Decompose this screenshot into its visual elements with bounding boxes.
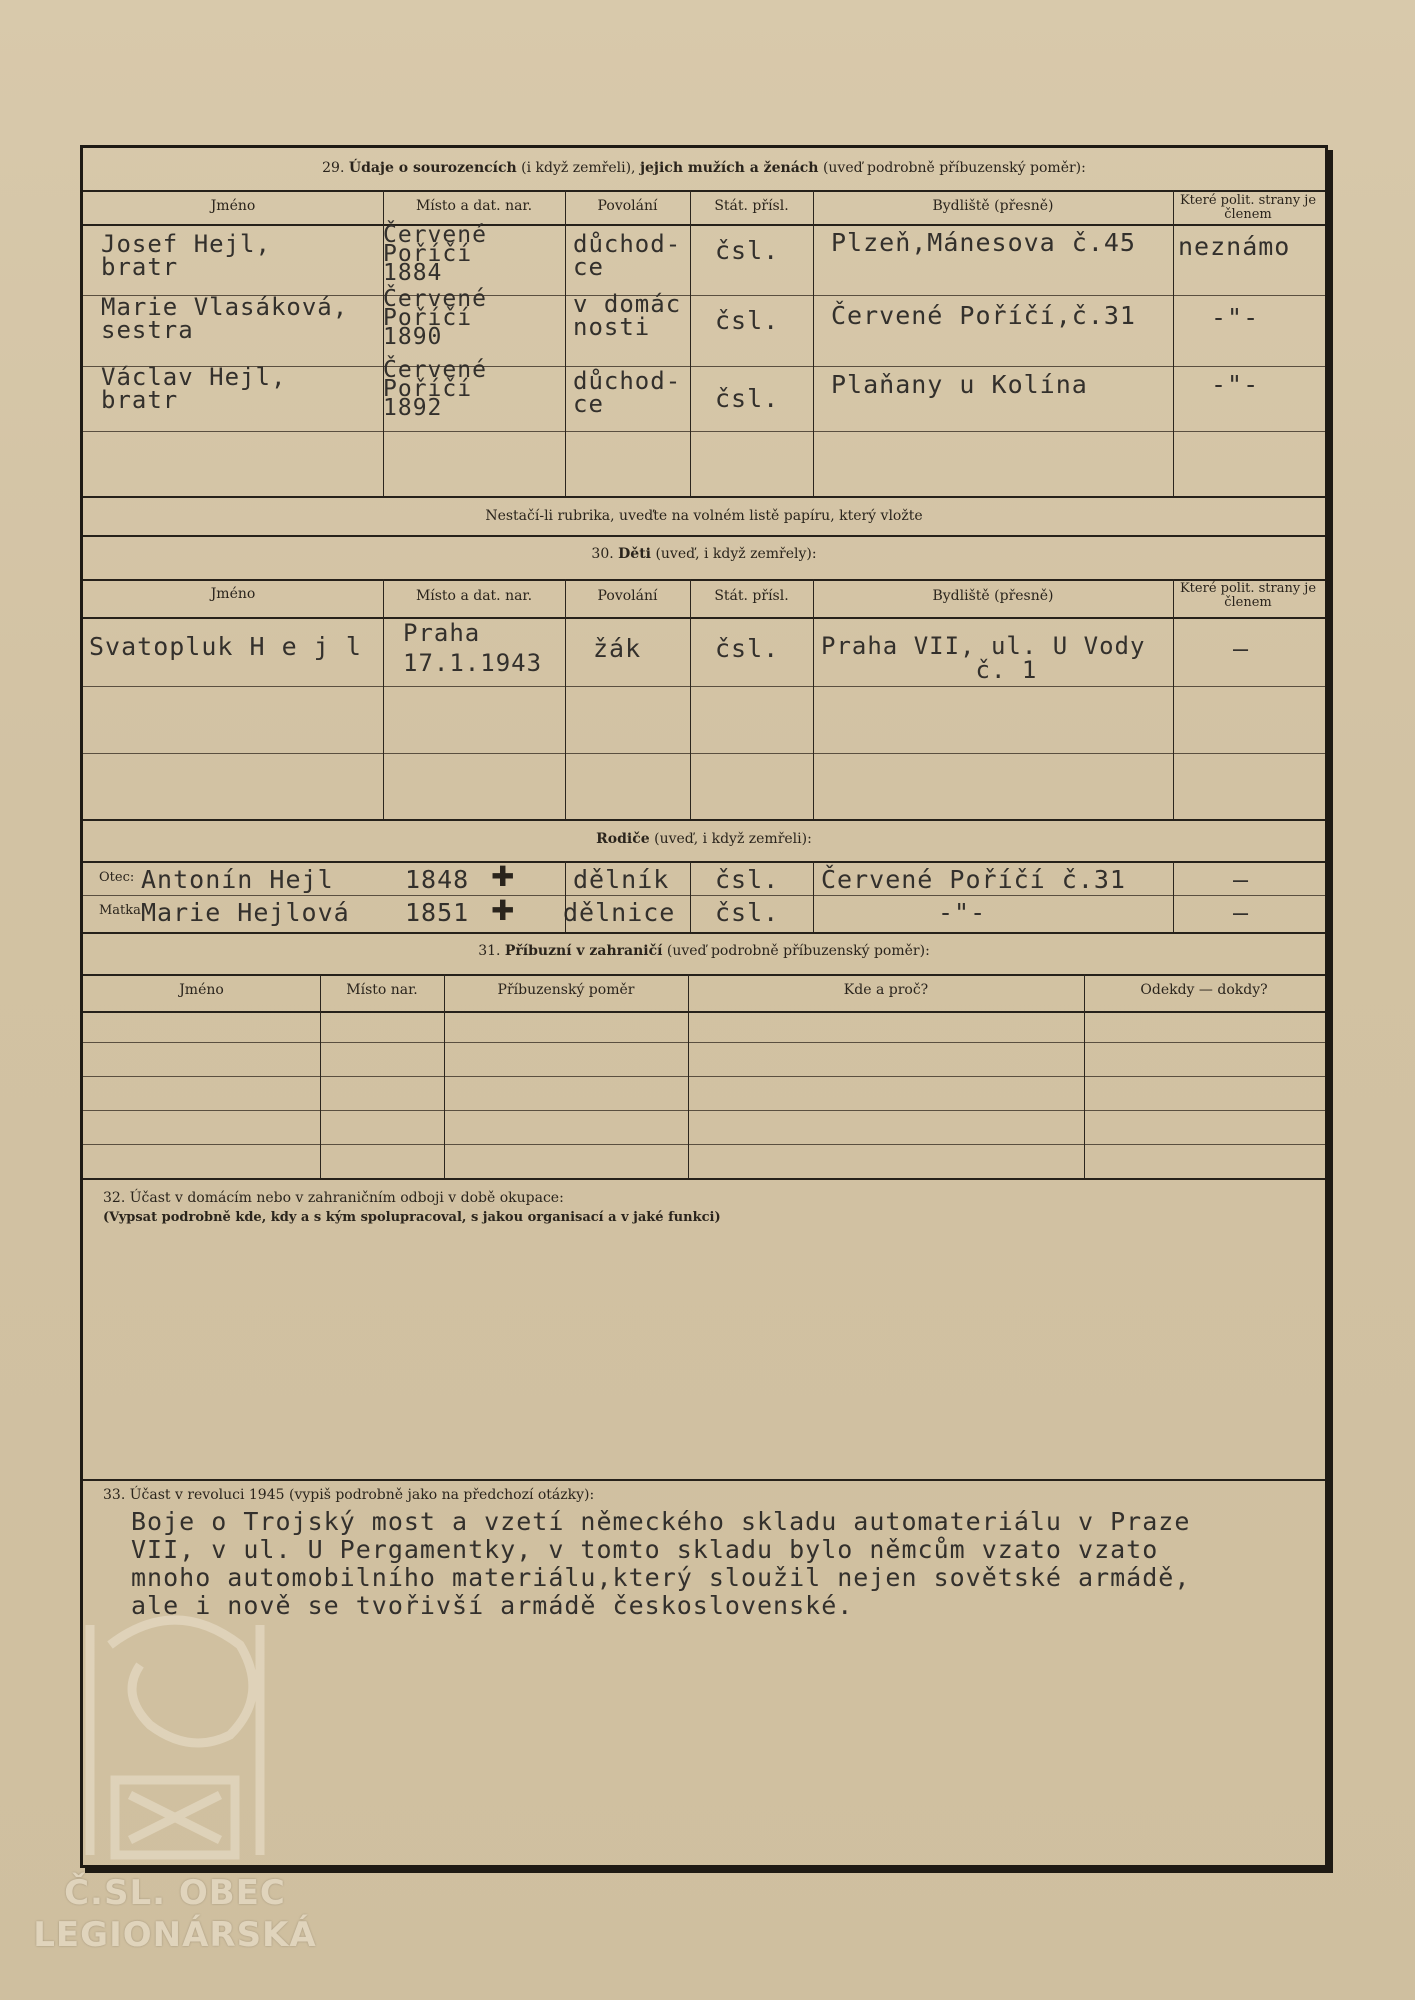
s30-col-header-name: Jméno bbox=[210, 586, 256, 602]
col-header-nationality: Stát. přísl. bbox=[714, 198, 789, 214]
s30-col-header-nationality: Stát. přísl. bbox=[714, 588, 789, 604]
s30-col-header-job: Povolání bbox=[597, 588, 658, 604]
sibling-3-party: -"- bbox=[1211, 370, 1260, 399]
parents-title: Rodiče (uveď, i když zemřeli): bbox=[596, 831, 812, 847]
s31-col-header-relation: Příbuzenský poměr bbox=[497, 982, 635, 998]
sibling-1-party: neznámo bbox=[1178, 232, 1291, 261]
father-job: dělník bbox=[573, 865, 670, 894]
col-header-address: Bydliště (přesně) bbox=[932, 198, 1054, 214]
sibling-3-nationality: čsl. bbox=[715, 384, 780, 413]
father-address: Červené Poříčí č.31 bbox=[821, 865, 1126, 894]
child-1-address: Praha VII, ul. U Vody č. 1 bbox=[821, 632, 1146, 684]
col-header-birth: Místo a dat. nar. bbox=[415, 198, 533, 214]
s30-col-header-birth: Místo a dat. nar. bbox=[415, 588, 533, 604]
mother-birth-year: 1851 bbox=[405, 898, 470, 927]
col-header-party: Které polit. strany je členem bbox=[1179, 193, 1317, 222]
section-33-answer: Boje o Trojský most a vzetí německého skladu automateriálu v Praze VII, v ul. U Pergamentky, v tomto skladu bylo němcům vzato vzato mnoho automobilního materiálu,který sloužil nejen sovětské armádě, ale i nově se tvořivší armádě československé. bbox=[131, 1507, 1191, 1620]
section-31-title: 31. Příbuzní v zahraničí (uveď podrobně příbuzenský poměr): bbox=[478, 943, 930, 959]
section-29-note: Nestačí-li rubrika, uveďte na volném listě papíru, který vložte bbox=[485, 508, 923, 524]
child-1-name: Svatopluk H e j l bbox=[89, 632, 362, 661]
mother-nationality: čsl. bbox=[715, 898, 780, 927]
child-1-birth: Praha 17.1.1943 bbox=[403, 619, 543, 677]
sibling-1-name: Josef Hejl, bratr bbox=[101, 230, 271, 281]
col-header-job: Povolání bbox=[597, 198, 658, 214]
legion-stamp-logo bbox=[30, 1605, 320, 1970]
sibling-2-party: -"- bbox=[1211, 303, 1260, 332]
sibling-1-address: Plzeň,Mánesova č.45 bbox=[831, 228, 1136, 257]
sibling-1-birth: Červené Poříčí 1884 bbox=[383, 222, 487, 286]
deceased-cross-icon: ✚ bbox=[491, 894, 515, 927]
sibling-3-address: Plaňany u Kolína bbox=[831, 370, 1088, 399]
father-birth-year: 1848 bbox=[405, 865, 470, 894]
stamp-text-line2: LEGIONÁRSKÁ bbox=[33, 1915, 317, 1955]
s31-col-header-period: Odekdy — dokdy? bbox=[1140, 982, 1268, 998]
sibling-2-nationality: čsl. bbox=[715, 306, 780, 335]
section-33-title: 33. Účast v revoluci 1945 (vypiš podrobně jako na předchozí otázky): bbox=[103, 1487, 595, 1503]
mother-job: dělnice bbox=[563, 898, 676, 927]
mother-address: -"- bbox=[938, 898, 987, 927]
sibling-3-job: důchod- ce bbox=[573, 367, 682, 418]
stamp-text-line1: Č.SL. OBEC bbox=[64, 1873, 286, 1913]
father-label: Otec: bbox=[99, 870, 135, 885]
mother-label: Matka: bbox=[99, 903, 146, 918]
sibling-1-nationality: čsl. bbox=[715, 236, 780, 265]
col-header-name: Jméno bbox=[210, 198, 256, 214]
s31-col-header-name: Jméno bbox=[179, 982, 224, 998]
sibling-3-name: Václav Hejl, bratr bbox=[101, 363, 287, 414]
child-1-party: — bbox=[1233, 634, 1250, 663]
child-1-job: žák bbox=[593, 634, 642, 663]
s31-col-header-where-why: Kde a proč? bbox=[843, 982, 929, 998]
mother-party: — bbox=[1233, 898, 1250, 927]
sibling-2-address: Červené Poříčí,č.31 bbox=[831, 301, 1136, 330]
sibling-3-birth: Červené Poříčí 1892 bbox=[383, 357, 487, 421]
father-name: Antonín Hejl bbox=[141, 865, 334, 894]
s30-col-header-party: Které polit. strany je členem bbox=[1179, 581, 1317, 610]
sibling-1-job: důchod- ce bbox=[573, 230, 682, 281]
father-nationality: čsl. bbox=[715, 865, 780, 894]
father-party: — bbox=[1233, 865, 1250, 894]
sibling-2-name: Marie Vlasáková, sestra bbox=[101, 293, 349, 344]
sibling-2-job: v domác nosti bbox=[573, 290, 682, 341]
sibling-2-birth: Červené Poříčí 1890 bbox=[383, 286, 487, 350]
mother-name: Marie Hejlová bbox=[141, 898, 350, 927]
s30-col-header-address: Bydliště (přesně) bbox=[932, 588, 1054, 604]
section-32-title: 32. Účast v domácím nebo v zahraničním odboji v době okupace: bbox=[103, 1190, 564, 1206]
child-1-nationality: čsl. bbox=[715, 634, 780, 663]
section-29-title: 29. Údaje o sourozencích (i když zemřeli), jejich mužích a ženách (uveď podrobně příbuzenský poměr): bbox=[322, 160, 1086, 176]
deceased-cross-icon: ✚ bbox=[491, 860, 515, 893]
s31-col-header-birthplace: Místo nar. bbox=[346, 982, 418, 998]
section-30-title: 30. Děti (uveď, i když zemřely): bbox=[591, 546, 817, 562]
section-32-subtitle: (Vypsat podrobně kde, kdy a s kým spolupracoval, s jakou organisací a v jaké funkci) bbox=[103, 1210, 721, 1225]
